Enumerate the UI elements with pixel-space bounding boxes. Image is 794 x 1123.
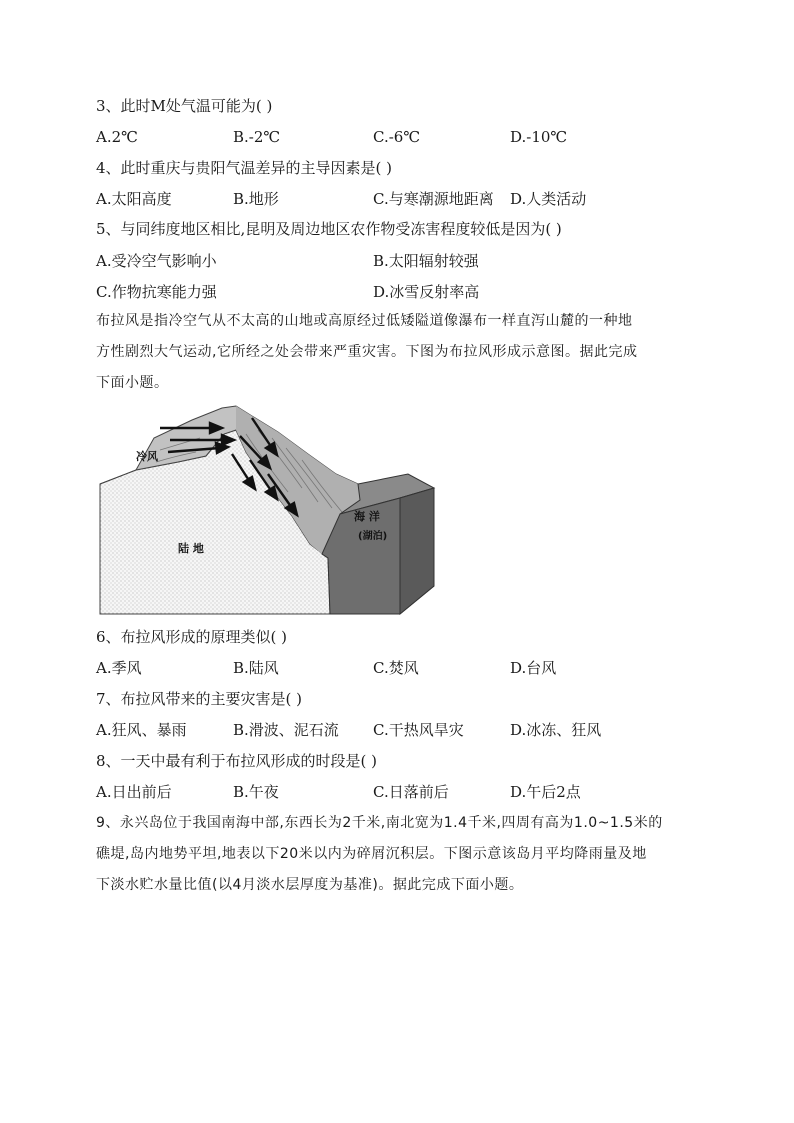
sea-label: 海 洋 [354, 510, 380, 523]
cold-wind-label: 冷风 [136, 450, 158, 463]
question-5-option-c: C.作物抗寒能力强 [96, 283, 217, 301]
question-9-line-1: 9、永兴岛位于我国南海中部,东西长为2千米,南北宽为1.4千米,四周有高为1.0~1.5米的 [96, 815, 663, 831]
question-4-option-c: C.与寒潮源地距离 [373, 190, 494, 208]
question-5-option-d: D.冰雪反射率高 [373, 283, 480, 301]
bora-passage-line-1: 布拉风是指冷空气从不太高的山地或高原经过低矮隘道像瀑布一样直泻山麓的一种地 [96, 313, 633, 329]
question-3-stem: 3、此时M处气温可能为( ) [96, 97, 273, 115]
bora-passage-line-3: 下面小题。 [96, 375, 169, 391]
question-6-option-b: B.陆风 [233, 659, 279, 677]
question-7-option-c: C.干热风旱灾 [373, 721, 464, 739]
question-3-option-d: D.-10℃ [510, 128, 568, 146]
lake-label: (湖泊) [358, 531, 388, 542]
question-7-stem: 7、布拉风带来的主要灾害是( ) [96, 690, 303, 708]
question-7-options [96, 720, 716, 740]
question-6-stem: 6、布拉风形成的原理类似( ) [96, 628, 288, 646]
question-4-stem: 4、此时重庆与贵阳气温差异的主导因素是( ) [96, 159, 393, 177]
question-4-option-d: D.人类活动 [510, 190, 587, 208]
question-7-option-a: A.狂风、暴雨 [96, 721, 187, 739]
question-3-option-a: A.2℃ [96, 128, 138, 146]
question-8-option-d: D.午后2点 [510, 783, 581, 801]
question-6-option-d: D.台风 [510, 659, 557, 677]
question-3-option-b: B.-2℃ [233, 128, 281, 146]
question-4-option-a: A.太阳高度 [96, 190, 172, 208]
question-3-option-c: C.-6℃ [373, 128, 421, 146]
question-9-line-2: 礁堤,岛内地势平坦,地表以下20米以内为碎屑沉积层。下图示意该岛月平均降雨量及地 [96, 846, 647, 862]
question-6-options [96, 658, 716, 678]
question-3-options [96, 127, 716, 147]
question-6-option-a: A.季风 [96, 659, 142, 677]
question-8-options [96, 782, 716, 802]
sea-side [400, 488, 434, 614]
question-5-option-a: A.受冷空气影响小 [96, 252, 217, 270]
question-8-stem: 8、一天中最有利于布拉风形成的时段是( ) [96, 752, 378, 770]
question-5-option-b: B.太阳辐射较强 [373, 252, 479, 270]
question-8-option-c: C.日落前后 [373, 783, 449, 801]
question-4-option-b: B.地形 [233, 190, 279, 208]
question-8-option-b: B.午夜 [233, 783, 279, 801]
question-4-options [96, 189, 716, 209]
bora-passage [96, 306, 700, 399]
question-9-passage [96, 808, 700, 901]
question-5-options-row2 [96, 282, 716, 302]
bora-wind-diagram [96, 404, 442, 616]
question-7-option-b: B.滑波、泥石流 [233, 721, 339, 739]
bora-wind-diagram-svg [96, 404, 442, 616]
land-label: 陆 地 [178, 542, 204, 555]
question-6-option-c: C.焚风 [373, 659, 419, 677]
question-5-options-row1 [96, 251, 716, 271]
question-5-stem: 5、与同纬度地区相比,昆明及周边地区农作物受冻害程度较低是因为( ) [96, 220, 562, 238]
question-9-line-3: 下淡水贮水量比值(以4月淡水层厚度为基准)。据此完成下面小题。 [96, 877, 524, 893]
question-7-option-d: D.冰冻、狂风 [510, 721, 602, 739]
bora-passage-line-2: 方性剧烈大气运动,它所经之处会带来严重灾害。下图为布拉风形成示意图。据此完成 [96, 344, 638, 360]
question-8-option-a: A.日出前后 [96, 783, 172, 801]
